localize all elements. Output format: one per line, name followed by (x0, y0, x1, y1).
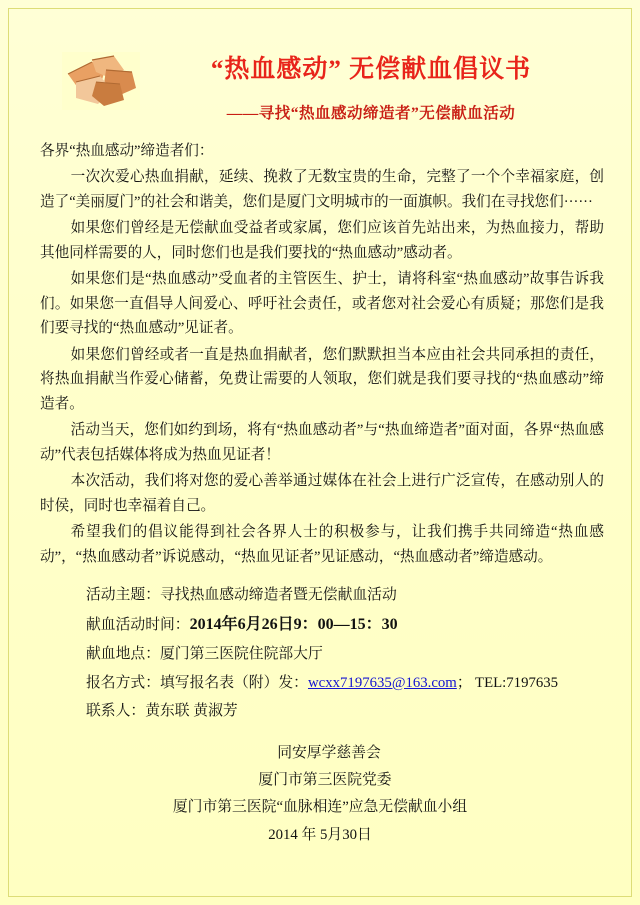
info-row-signup (86, 669, 604, 697)
info-row-contact (86, 697, 604, 725)
place-value: 厦门第三医院住院部大厅 (160, 646, 323, 663)
info-row-time (86, 610, 604, 641)
info-row-place (86, 640, 604, 668)
signup-label: 报名方式： (86, 674, 160, 691)
signature-line: 同安厚学慈善会 (277, 744, 381, 761)
document-body (0, 123, 640, 570)
signature-line: 厦门市第三医院“血脉相连”应急无偿献血小组 (172, 799, 468, 816)
paragraph: 如果您们曾经是无偿献血受益者或家属，您们应该首先站出来，为热血接力，帮助其他同样需要的人，同时您们也是我们要找的“热血感动”感动者。 (40, 220, 604, 261)
signature-block (0, 726, 640, 849)
paragraph: 活动当天，您们如约到场，将有“热血感动者”与“热血缔造者”面对面，各界“热血感动”代表包括媒体将成为热血见证者！ (40, 422, 604, 463)
signup-email-link[interactable]: wcxx7197635@163.com (307, 674, 457, 691)
paragraph: 希望我们的倡议能得到社会各界人士的积极参与，让我们携手共同缔造“热血感动”，“热血感动者”诉说感动，“热血见证者”见证感动，“热血感动者”缔造感动。 (40, 524, 604, 565)
info-row-theme (86, 581, 604, 609)
document-header (0, 0, 640, 123)
signup-instruction: 填写报名表（附）发： (160, 674, 308, 691)
signature-date: 2014 年 5月30日 (268, 826, 372, 843)
time-value: 2014年6月26日9：00—15：30 (189, 615, 398, 633)
page-subtitle: ——寻找“热血感动缔造者”无偿献血活动 (226, 104, 516, 122)
paragraph: 如果您们曾经或者一直是热血捐献者，您们默默担当本应由社会共同承担的责任，将热血捐献当作爱心储蓄，免费让需要的人领取，您们就是我们要寻找的“热血感动”缔造者。 (40, 346, 604, 412)
signup-phone: ； TEL:7197635 (456, 674, 559, 691)
theme-label: 活动主题： (86, 587, 160, 604)
theme-value: 寻找热血感动缔造者暨无偿献血活动 (160, 587, 397, 604)
paragraph: 一次次爱心热血捐献，延续、挽救了无数宝贵的生命，完整了一个个幸福家庭，创造了“美丽厦门”的社会和谐美，您们是厦门文明城市的一面旗帜。我们在寻找您们······ (40, 169, 604, 210)
event-info (0, 571, 640, 725)
contact-value: 黄东联 黄淑芳 (145, 703, 238, 720)
paragraph: 本次活动，我们将对您的爱心善举通过媒体在社会上进行广泛宣传，在感动别人的时侯，同时也幸福着自己。 (40, 473, 604, 514)
helping-hands-logo-icon (62, 52, 140, 110)
salutation: 各界“热血感动”缔造者们： (40, 142, 214, 159)
title-block (140, 48, 600, 123)
signature-line: 厦门市第三医院党委 (258, 771, 392, 788)
time-label: 献血活动时间： (86, 616, 190, 633)
contact-label: 联系人： (86, 703, 146, 720)
page-title: “热血感动” 无偿献血倡议书 (210, 56, 532, 83)
paragraph: 如果您们是“热血感动”受血者的主管医生、护士，请将科室“热血感动”故事告诉我们。如果您一直倡导人间爱心、呼吁社会责任，或者您对社会爱心有质疑；那您们是我们要寻找的“热血感动”见证者。 (40, 271, 604, 337)
place-label: 献血地点： (86, 646, 160, 663)
